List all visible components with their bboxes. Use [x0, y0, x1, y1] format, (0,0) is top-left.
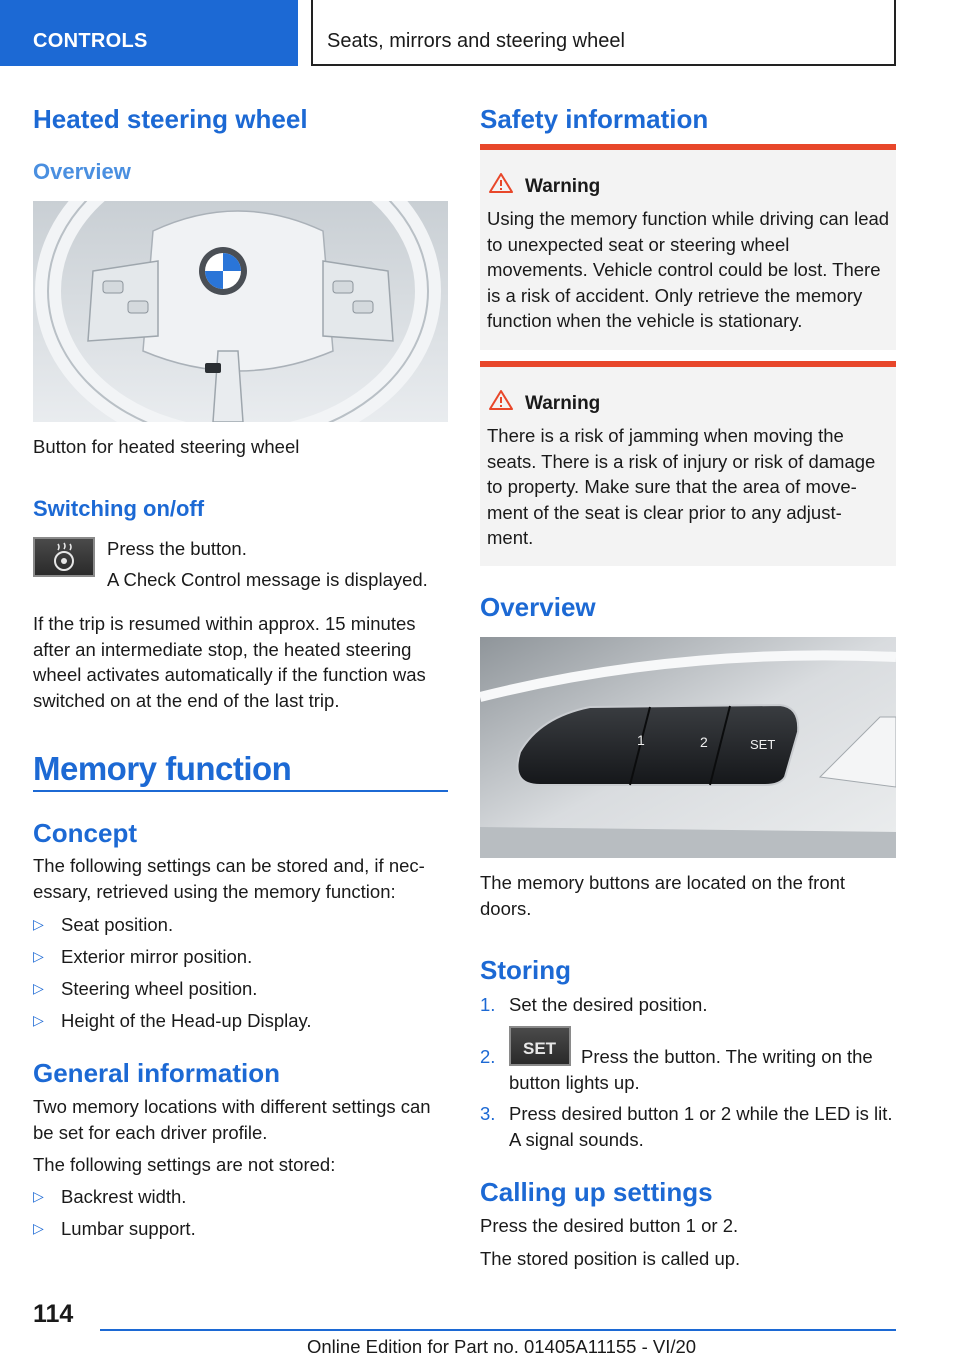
steering-image-caption: Button for heated steering wheel: [33, 436, 300, 457]
calling-up-text: Press the desired button 1 or 2.: [480, 1215, 739, 1236]
page-header: [0, 0, 960, 66]
storing-title: Storing: [480, 955, 571, 985]
general-info-text: Two memory locations with different settings can be set for each driver profile.: [33, 1096, 431, 1143]
general-info-title: General information: [33, 1058, 281, 1088]
chapter-label: Seats, mirrors and steering wheel: [327, 30, 625, 52]
warning-1-title: Warning: [525, 176, 601, 197]
safety-info-title: Safety information: [480, 104, 709, 134]
warning-box-2: [480, 361, 896, 566]
called-up-text: The stored position is called up.: [480, 1248, 741, 1269]
warning-1-text: Using the memory function while driving can lead to unexpected seat or steering wheel movements. Vehicle control could be lost. There is a risk of accident. Only retrieve the memory function when the vehicle is stationary.: [487, 208, 890, 331]
check-control-text: A Check Control message is displayed.: [107, 569, 428, 590]
bullet-triangle-icon: ▷: [33, 948, 44, 964]
warning-box-1: [480, 144, 896, 350]
concept-text: The following settings can be stored and, if nec‐ essary, retrieved using the memory function:: [33, 855, 425, 902]
calling-up-title: Calling up settings: [480, 1177, 713, 1207]
bullet-triangle-icon: ▷: [33, 916, 44, 932]
list-item: ▷ Height of the Head-up Display.: [33, 1010, 312, 1031]
steering-wheel-image: [33, 201, 448, 422]
list-item: ▷ Backrest width.: [33, 1186, 187, 1207]
bullet-triangle-icon: ▷: [33, 1012, 44, 1028]
list-item: ▷ Steering wheel position.: [33, 978, 258, 999]
memory-buttons-image: [480, 637, 896, 858]
memory-function-title: Memory function: [33, 750, 292, 787]
edition-text: Online Edition for Part no. 01405A11155 - VI/20: [307, 1336, 697, 1357]
trip-resume-text: If the trip is resumed within approx. 15 minutes after an intermediate stop, the heated steering wheel activates automatically if the function was switched on at the end of the last trip.: [33, 613, 426, 711]
memory-buttons-caption: The memory buttons are located on the front doors.: [480, 872, 846, 919]
chapter-box: [311, 0, 896, 66]
bullet-triangle-icon: ▷: [33, 980, 44, 996]
switching-title: Switching on/off: [33, 496, 205, 521]
heated-steering-title: Heated steering wheel: [33, 104, 308, 134]
list-item: 3. Press desired button 1 or 2 while the LED is lit. A signal sounds.: [480, 1103, 893, 1150]
list-item: 1. Set the desired position.: [480, 994, 708, 1015]
memory-button-1-label: 1: [637, 732, 645, 748]
list-item: 2. SET Press the button. The writing on the button lights up.: [480, 1026, 896, 1088]
warning-2-text: There is a risk of jamming when moving the seats. There is a risk of injury or risk of damage to property. Make sure that the area of move‐ ment of the seat is clear prior to any adjust‐ ment.: [487, 425, 876, 548]
list-item: ▷ Seat position.: [33, 914, 174, 935]
section-tab: [0, 0, 298, 66]
press-button-text: Press the button.: [107, 538, 247, 559]
list-item: ▷ Lumbar support.: [33, 1218, 196, 1239]
set-button-icon: SET: [509, 1026, 571, 1066]
page-number: 114: [33, 1300, 74, 1328]
list-item: ▷ Exterior mirror position.: [33, 946, 253, 967]
warning-2-title: Warning: [525, 393, 601, 414]
bullet-triangle-icon: ▷: [33, 1188, 44, 1204]
heated-wheel-button-icon: [33, 537, 95, 577]
not-stored-text: The following settings are not stored:: [33, 1154, 336, 1175]
concept-title: Concept: [33, 818, 137, 848]
warning-triangle-icon: [488, 389, 514, 416]
overview-title-right: Overview: [480, 592, 596, 622]
memory-button-2-label: 2: [700, 734, 708, 750]
warning-triangle-icon: [488, 172, 514, 199]
footer-rule: [100, 1329, 896, 1331]
memory-button-set-label: SET: [750, 737, 776, 752]
overview-subtitle-left: Overview: [33, 159, 131, 184]
bullet-triangle-icon: ▷: [33, 1220, 44, 1236]
section-label: CONTROLS: [33, 30, 148, 52]
memory-title-rule: [33, 790, 448, 792]
